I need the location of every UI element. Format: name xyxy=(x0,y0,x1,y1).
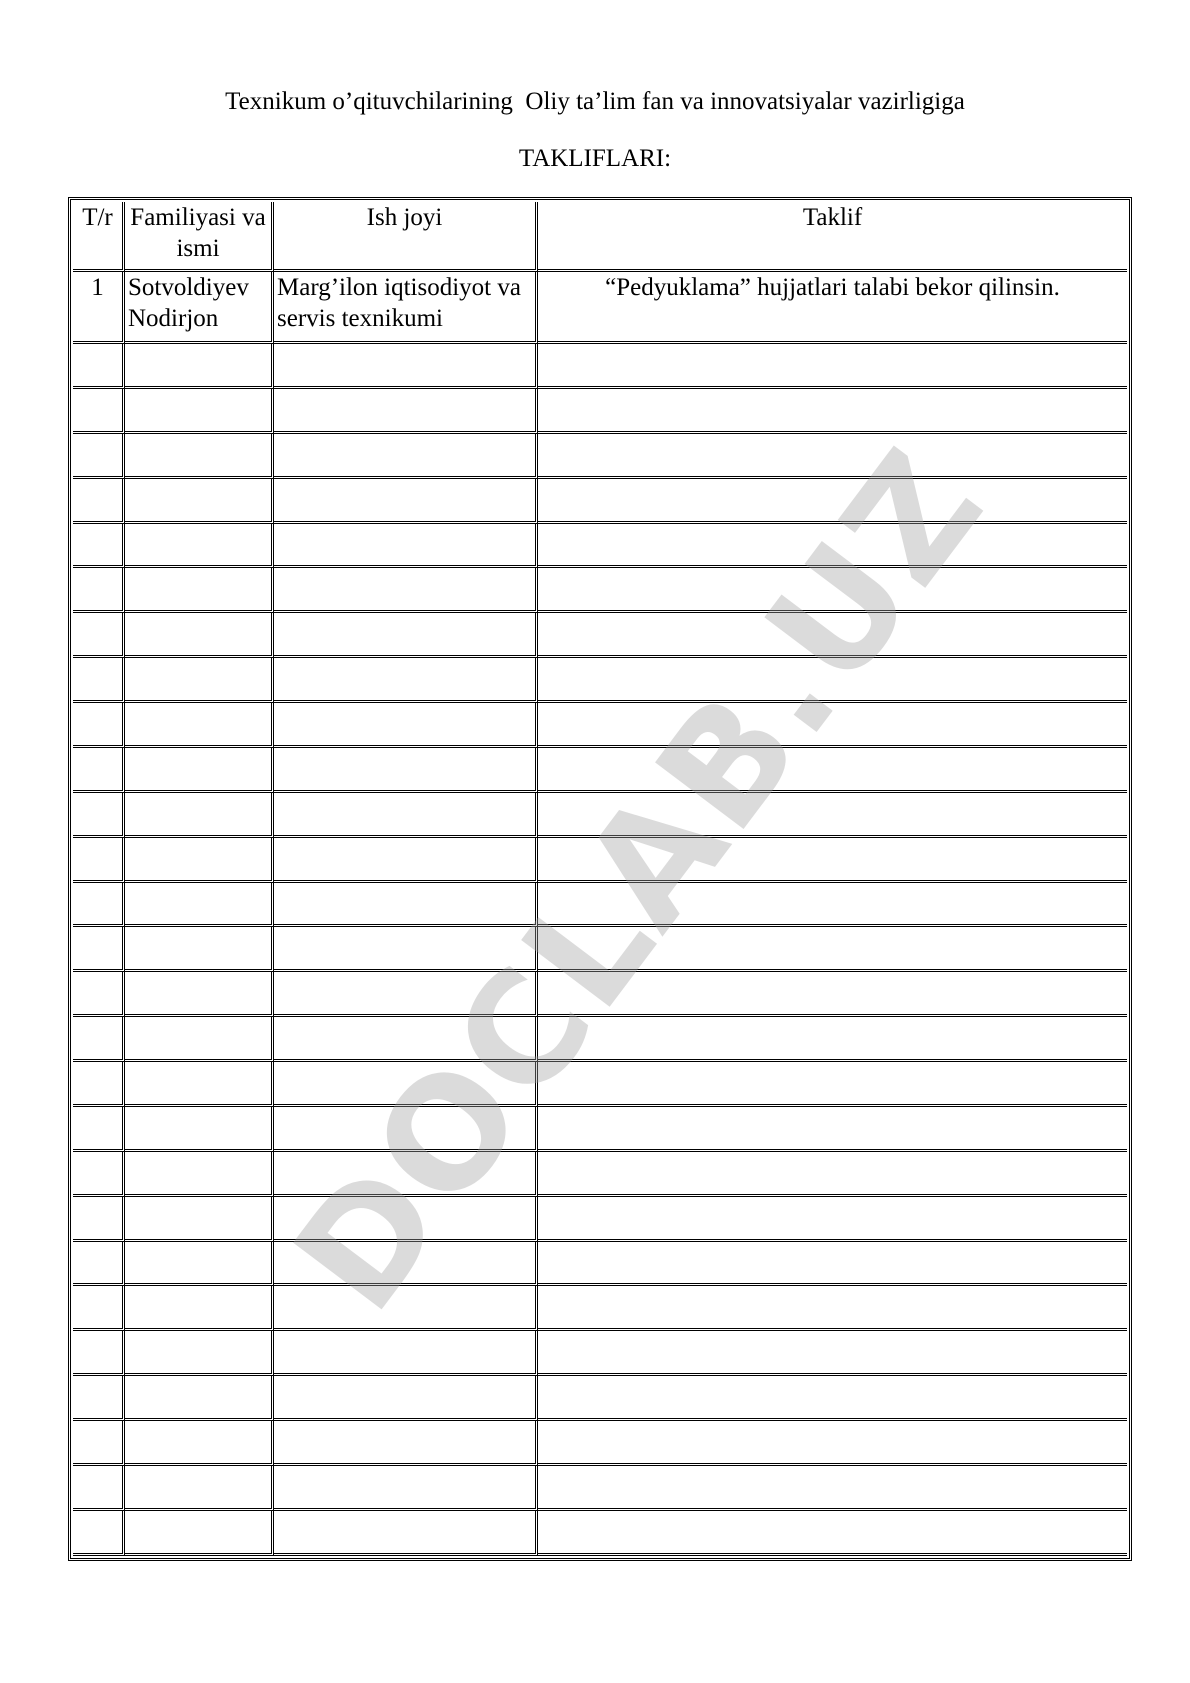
empty-cell xyxy=(274,479,538,524)
empty-cell xyxy=(538,1376,1127,1421)
empty-cell xyxy=(73,1017,125,1062)
empty-cell xyxy=(125,748,274,793)
empty-cell xyxy=(73,748,125,793)
empty-table-row xyxy=(73,1286,1127,1331)
empty-cell xyxy=(274,344,538,389)
empty-table-row xyxy=(73,1152,1127,1197)
empty-cell xyxy=(538,1062,1127,1107)
empty-table-row xyxy=(73,1421,1127,1466)
empty-cell xyxy=(538,748,1127,793)
empty-cell xyxy=(538,1511,1127,1556)
empty-table-row xyxy=(73,658,1127,703)
document-title: Texnikum o’qituvchilarining Oliy ta’lim fan va innovatsiyalar vazirligiga xyxy=(225,88,965,115)
empty-table-row xyxy=(73,748,1127,793)
empty-cell xyxy=(73,434,125,479)
empty-cell xyxy=(274,1466,538,1511)
empty-cell xyxy=(125,1152,274,1197)
empty-cell xyxy=(125,1466,274,1511)
empty-table-row xyxy=(73,1017,1127,1062)
empty-cell xyxy=(125,927,274,972)
empty-cell xyxy=(125,1511,274,1556)
empty-cell xyxy=(538,838,1127,883)
empty-cell xyxy=(274,838,538,883)
empty-cell xyxy=(538,972,1127,1017)
empty-cell xyxy=(73,389,125,434)
empty-table-row xyxy=(73,703,1127,748)
empty-cell xyxy=(274,927,538,972)
empty-cell xyxy=(538,1421,1127,1466)
empty-cell xyxy=(538,658,1127,703)
empty-cell xyxy=(538,1152,1127,1197)
empty-cell xyxy=(73,1376,125,1421)
empty-cell xyxy=(73,658,125,703)
column-header-taklif: Taklif xyxy=(538,202,1127,272)
empty-cell xyxy=(274,1421,538,1466)
empty-cell xyxy=(73,1152,125,1197)
empty-table-row xyxy=(73,568,1127,613)
empty-cell xyxy=(125,793,274,838)
empty-cell xyxy=(538,927,1127,972)
empty-table-row xyxy=(73,883,1127,928)
empty-cell xyxy=(125,1331,274,1376)
empty-table-row xyxy=(73,1242,1127,1287)
empty-cell xyxy=(538,434,1127,479)
watermark: DOCLAB.UZ xyxy=(260,417,1019,1343)
empty-table-row xyxy=(73,1062,1127,1107)
empty-cell xyxy=(125,1242,274,1287)
empty-cell xyxy=(73,524,125,569)
empty-cell xyxy=(125,434,274,479)
workplace: Marg’ilon iqtisodiyot va servis texnikumi xyxy=(274,272,538,344)
empty-cell xyxy=(73,838,125,883)
empty-cell xyxy=(274,1152,538,1197)
empty-cell xyxy=(73,1107,125,1152)
empty-cell xyxy=(73,927,125,972)
empty-cell xyxy=(274,1511,538,1556)
empty-cell xyxy=(125,883,274,928)
empty-cell xyxy=(274,613,538,658)
empty-cell xyxy=(538,793,1127,838)
empty-cell xyxy=(538,883,1127,928)
empty-cell xyxy=(73,1197,125,1242)
empty-cell xyxy=(73,1421,125,1466)
empty-cell xyxy=(73,883,125,928)
empty-cell xyxy=(274,883,538,928)
empty-cell xyxy=(274,658,538,703)
empty-cell xyxy=(538,1331,1127,1376)
empty-cell xyxy=(73,479,125,524)
empty-cell xyxy=(538,479,1127,524)
person-name: Sotvoldiyev Nodirjon xyxy=(125,272,274,344)
empty-cell xyxy=(274,1107,538,1152)
empty-cell xyxy=(274,703,538,748)
empty-table-row xyxy=(73,838,1127,883)
empty-cell xyxy=(274,1197,538,1242)
column-header-place: Ish joyi xyxy=(274,202,538,272)
empty-cell xyxy=(538,1017,1127,1062)
empty-cell xyxy=(538,703,1127,748)
empty-table-row xyxy=(73,613,1127,658)
empty-cell xyxy=(274,434,538,479)
empty-table-row xyxy=(73,972,1127,1017)
empty-cell xyxy=(125,1017,274,1062)
empty-cell xyxy=(125,1107,274,1152)
empty-cell xyxy=(538,1466,1127,1511)
empty-table-row xyxy=(73,524,1127,569)
empty-cell xyxy=(274,1331,538,1376)
empty-cell xyxy=(274,568,538,613)
empty-cell xyxy=(274,793,538,838)
empty-cell xyxy=(538,1286,1127,1331)
empty-cell xyxy=(73,613,125,658)
empty-cell xyxy=(73,1511,125,1556)
empty-cell xyxy=(538,389,1127,434)
proposal-text: “Pedyuklama” hujjatlari talabi bekor qilinsin. xyxy=(538,272,1127,344)
empty-table-row xyxy=(73,1197,1127,1242)
empty-cell xyxy=(73,344,125,389)
empty-table-row xyxy=(73,479,1127,524)
proposals-table xyxy=(73,202,1127,1556)
empty-cell xyxy=(538,613,1127,658)
empty-cell xyxy=(125,613,274,658)
empty-cell xyxy=(125,703,274,748)
empty-cell xyxy=(125,1197,274,1242)
empty-cell xyxy=(125,1376,274,1421)
empty-cell xyxy=(538,1197,1127,1242)
empty-cell xyxy=(73,1286,125,1331)
empty-cell xyxy=(274,972,538,1017)
empty-cell xyxy=(125,344,274,389)
empty-table-row xyxy=(73,344,1127,389)
empty-table-row xyxy=(73,1107,1127,1152)
empty-cell xyxy=(274,1376,538,1421)
empty-cell xyxy=(73,793,125,838)
row-number: 1 xyxy=(73,272,125,344)
empty-cell xyxy=(125,1062,274,1107)
empty-table-row xyxy=(73,434,1127,479)
empty-cell xyxy=(73,972,125,1017)
empty-cell xyxy=(73,703,125,748)
empty-cell xyxy=(125,1421,274,1466)
empty-cell xyxy=(125,1286,274,1331)
empty-cell xyxy=(73,568,125,613)
empty-cell xyxy=(125,658,274,703)
empty-cell xyxy=(125,524,274,569)
table-row xyxy=(73,272,1127,344)
empty-cell xyxy=(274,524,538,569)
empty-cell xyxy=(73,1331,125,1376)
empty-cell xyxy=(73,1062,125,1107)
empty-cell xyxy=(538,568,1127,613)
proposals-table-frame xyxy=(68,197,1132,1561)
document-subtitle: TAKLIFLARI: xyxy=(518,145,672,172)
empty-table-row xyxy=(73,927,1127,972)
empty-cell xyxy=(274,1062,538,1107)
empty-cell xyxy=(125,972,274,1017)
empty-cell xyxy=(73,1466,125,1511)
empty-cell xyxy=(125,479,274,524)
empty-table-row xyxy=(73,389,1127,434)
empty-cell xyxy=(274,389,538,434)
empty-table-row xyxy=(73,793,1127,838)
empty-cell xyxy=(274,1017,538,1062)
empty-table-row xyxy=(73,1376,1127,1421)
empty-cell xyxy=(125,568,274,613)
table-header-row xyxy=(73,202,1127,272)
empty-cell xyxy=(73,1242,125,1287)
empty-table-row xyxy=(73,1331,1127,1376)
empty-cell xyxy=(274,748,538,793)
empty-cell xyxy=(538,524,1127,569)
empty-cell xyxy=(274,1286,538,1331)
empty-table-row xyxy=(73,1466,1127,1511)
empty-cell xyxy=(538,1107,1127,1152)
column-header-name: Familiyasi va ismi xyxy=(125,202,274,272)
empty-table-row xyxy=(73,1511,1127,1556)
empty-cell xyxy=(125,389,274,434)
column-header-tr: T/r xyxy=(73,202,125,272)
empty-cell xyxy=(538,344,1127,389)
empty-cell xyxy=(125,838,274,883)
empty-cell xyxy=(274,1242,538,1287)
empty-cell xyxy=(538,1242,1127,1287)
table-body xyxy=(73,272,1127,1556)
